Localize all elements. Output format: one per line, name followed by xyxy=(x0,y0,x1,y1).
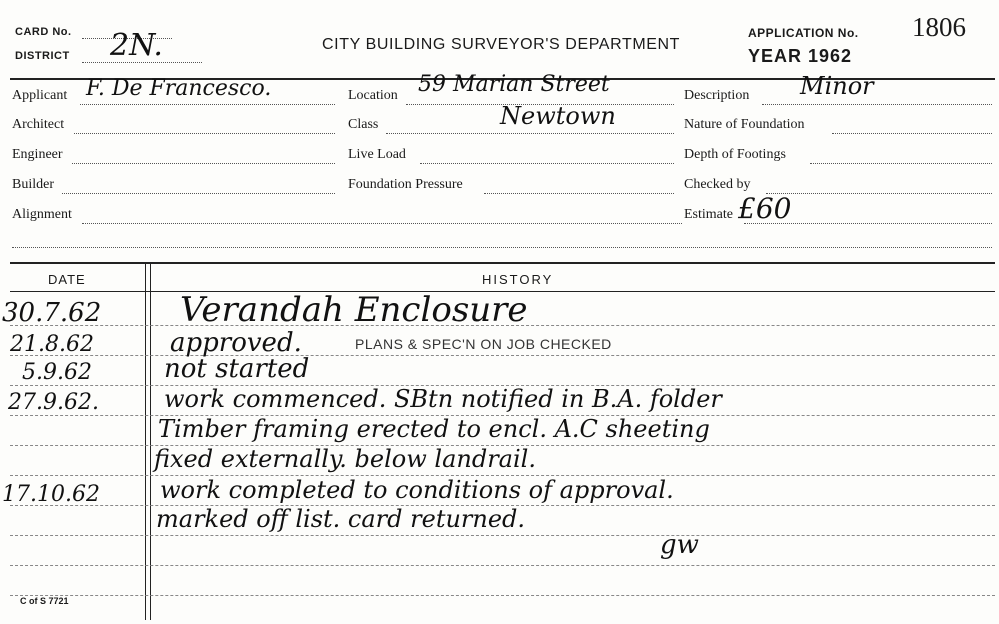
initials-signature: gw xyxy=(660,530,699,560)
engineer-label: Engineer xyxy=(12,147,63,162)
history-date: 5.9.62 xyxy=(22,360,92,385)
builder-label: Builder xyxy=(12,177,54,192)
history-date: 21.8.62 xyxy=(10,332,94,357)
foundation-pressure-label: Foundation Pressure xyxy=(348,177,463,192)
history-entry: Timber framing erected to encl. A.C sheeting xyxy=(158,415,710,443)
applicant-label: Applicant xyxy=(12,88,68,103)
history-date: 17.10.62 xyxy=(2,482,100,507)
class-value: Newtown xyxy=(500,102,616,130)
description-label: Description xyxy=(684,88,750,103)
form-number: C of S 7721 xyxy=(20,596,69,606)
history-entry: marked off list. card returned. xyxy=(156,505,526,533)
department-title: CITY BUILDING SURVEYOR'S DEPARTMENT xyxy=(322,36,681,53)
year-label: YEAR 1962 xyxy=(748,46,853,66)
alignment-label: Alignment xyxy=(12,207,72,222)
district-label: DISTRICT xyxy=(15,50,70,62)
history-entry: fixed externally. below landrail. xyxy=(154,445,536,473)
architect-label: Architect xyxy=(12,117,65,132)
checked-by-label: Checked by xyxy=(684,177,751,192)
description-value: Minor xyxy=(800,72,874,100)
location-label: Location xyxy=(348,88,398,103)
depth-of-footings-label: Depth of Footings xyxy=(684,147,786,162)
estimate-label: Estimate xyxy=(684,207,733,222)
card-no-label: CARD No. xyxy=(15,26,72,38)
history-date: 30.7.62 xyxy=(2,298,102,328)
date-column-header: DATE xyxy=(48,272,86,287)
history-entry: work commenced. SBtn notified in B.A. folder xyxy=(164,385,722,413)
application-no-label: APPLICATION No. xyxy=(748,26,859,40)
district-value: 2N. xyxy=(110,28,163,63)
history-entry: not started xyxy=(164,354,310,384)
history-date: 27.9.62. xyxy=(8,390,99,415)
applicant-value: F. De Francesco. xyxy=(86,76,272,101)
history-entry: work completed to conditions of approval. xyxy=(160,476,674,504)
history-entry: Verandah Enclosure xyxy=(180,290,528,330)
history-column-header: HISTORY xyxy=(482,272,554,287)
application-no-value: 1806 xyxy=(912,12,966,42)
live-load-label: Live Load xyxy=(348,147,406,162)
estimate-value: £60 xyxy=(738,192,792,225)
plans-checked-stamp: PLANS & SPEC'N ON JOB CHECKED xyxy=(355,336,612,352)
class-label: Class xyxy=(348,117,379,132)
location-value: 59 Marian Street xyxy=(418,72,610,97)
history-entry: approved. xyxy=(170,328,302,358)
nature-of-foundation-label: Nature of Foundation xyxy=(684,117,805,132)
